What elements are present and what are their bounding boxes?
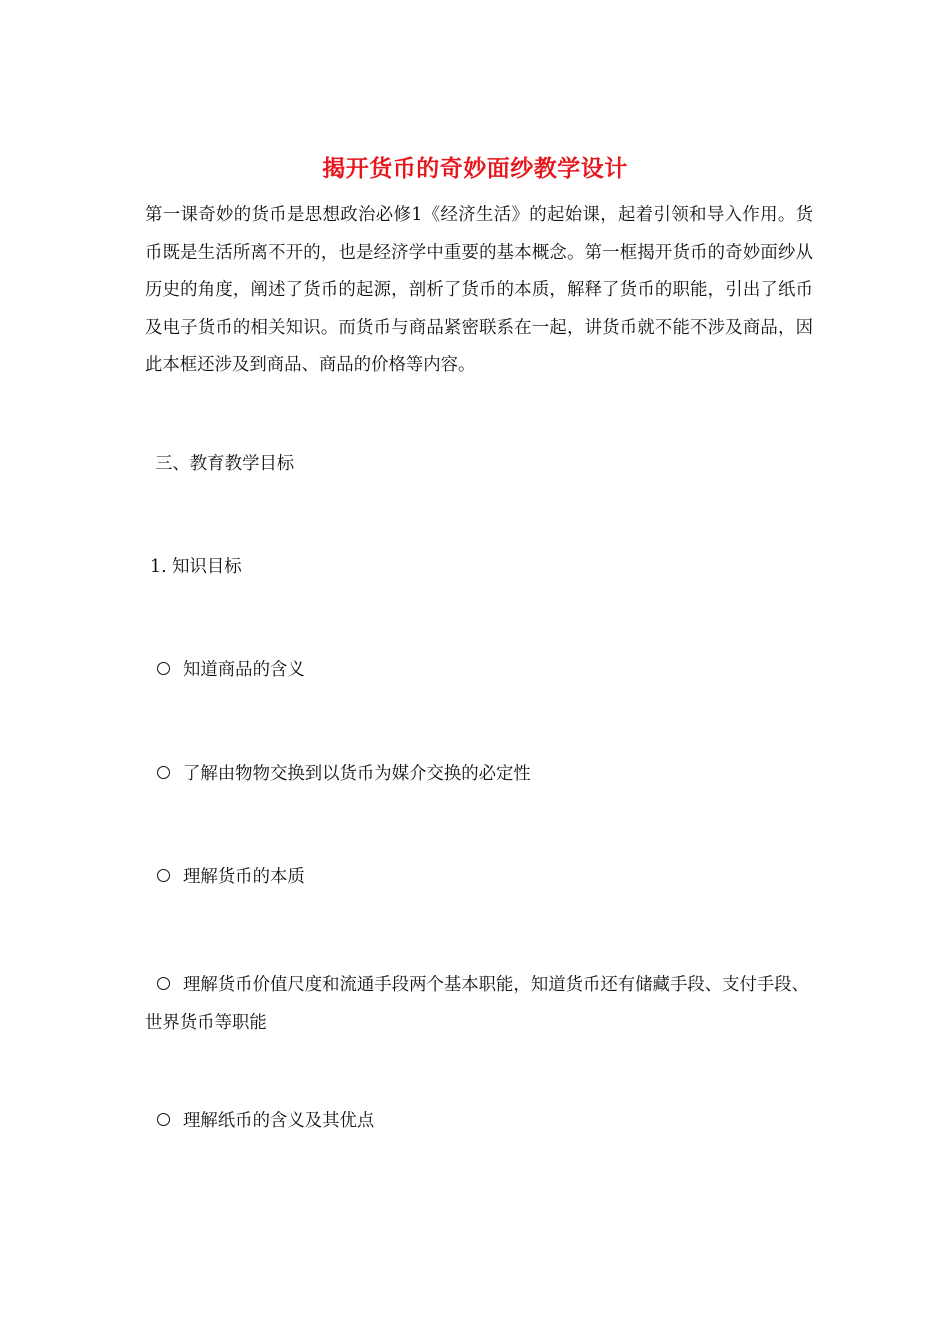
subsection-heading: 1. 知识目标 bbox=[150, 557, 242, 577]
list-item-text: 理解货币价值尺度和流通手段两个基本职能，知道货币还有储藏手段、支付手段、世界货币等职能 bbox=[145, 975, 810, 1033]
circle-bullet-icon bbox=[157, 869, 170, 882]
list-item bbox=[157, 657, 305, 683]
list-item bbox=[157, 864, 305, 890]
list-item bbox=[157, 1108, 374, 1134]
document-title: 揭开货币的奇妙面纱教学设计 bbox=[322, 155, 628, 182]
circle-bullet-icon bbox=[157, 662, 170, 675]
list-item-text: 理解货币的本质 bbox=[183, 867, 305, 887]
list-item-text: 理解纸币的含义及其优点 bbox=[183, 1111, 375, 1131]
circle-bullet-icon bbox=[157, 977, 170, 990]
circle-bullet-icon bbox=[157, 766, 170, 779]
section-heading: 三、教育教学目标 bbox=[155, 454, 295, 474]
list-item-text: 了解由物物交换到以货币为媒介交换的必定性 bbox=[183, 764, 531, 784]
list-item bbox=[157, 761, 531, 787]
circle-bullet-icon bbox=[157, 1113, 170, 1126]
list-item-text: 知道商品的含义 bbox=[183, 660, 305, 680]
list-item bbox=[145, 967, 813, 1042]
intro-paragraph: 第一课奇妙的货币是思想政治必修1《经济生活》的起始课，起着引领和导入作用。货币既是生活所离不开的，也是经济学中重要的基本概念。第一框揭开货币的奇妙面纱从历史的角度，阐述了货币的起源，剖析了货币的本质，解释了货币的职能，引出了纸币及电子货币的相关知识。而货币与商品紧密联系在一起，讲货币就不能不涉及商品，因此本框还涉及到商品、商品的价格等内容。 bbox=[145, 205, 813, 375]
